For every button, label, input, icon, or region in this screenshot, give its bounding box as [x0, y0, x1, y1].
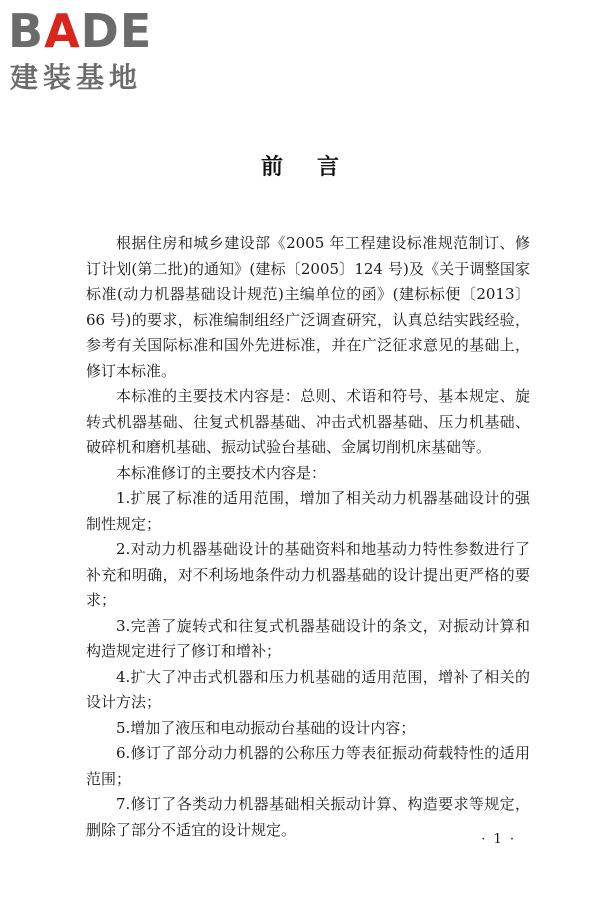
paragraph: 本标准修订的主要技术内容是：	[116, 463, 327, 482]
list-item: 4.扩大了冲击式机器和压力机基础的适用范围，增补了相关的设计方法；	[86, 667, 530, 711]
paragraph: 根据住房和城乡建设部《2005 年工程建设标准规范制订、修订计划(第二批)的通知》(建标〔2005〕124 号)及《关于调整国家标准(动力机器基础设计规范)主编单位的函》(建标标便〔2013〕66 号)的要求，标准编制组经广泛调查研究，认真总结实践经验，参考有关国际标准和国外先进标准，并在广泛征求意见的基础上，修订本标准。	[86, 234, 530, 380]
paragraph: 本标准的主要技术内容是：总则、术语和符号、基本规定、旋转式机器基础、往复式机器基础、冲击式机器基础、压力机基础、破碎机和磨机基础、振动试验台基础、金属切削机床基础等。	[86, 387, 530, 456]
list-item: 5.增加了液压和电动振动台基础的设计内容；	[116, 718, 416, 737]
list-item: 6.修订了部分动力机器的公称压力等表征振动荷载特性的适用范围；	[86, 744, 530, 788]
page-title: 前言	[260, 155, 373, 180]
logo-wordmark	[8, 4, 152, 58]
bade-logo	[8, 4, 178, 94]
logo-subtitle: 建装基地	[10, 61, 143, 94]
list-item: 1.扩展了标准的适用范围，增加了相关动力机器基础设计的强制性规定；	[86, 489, 530, 533]
logo-letters-de: DE	[80, 4, 153, 58]
list-item: 7.修订了各类动力机器基础相关振动计算、构造要求等规定，删除了部分不适宜的设计规定。	[86, 795, 530, 839]
list-item: 3.完善了旋转式和往复式机器基础设计的条文，对振动计算和构造规定进行了修订和增补；	[86, 616, 530, 660]
logo-letter-a: A	[44, 4, 81, 58]
foreword-body	[86, 231, 530, 843]
page-number: · 1 ·	[481, 832, 516, 847]
list-item: 2.对动力机器基础设计的基础资料和地基动力特性参数进行了补充和明确，对不利场地条件动力机器基础的设计提出更严格的要求；	[86, 540, 530, 609]
logo-letter-b: B	[8, 4, 45, 58]
